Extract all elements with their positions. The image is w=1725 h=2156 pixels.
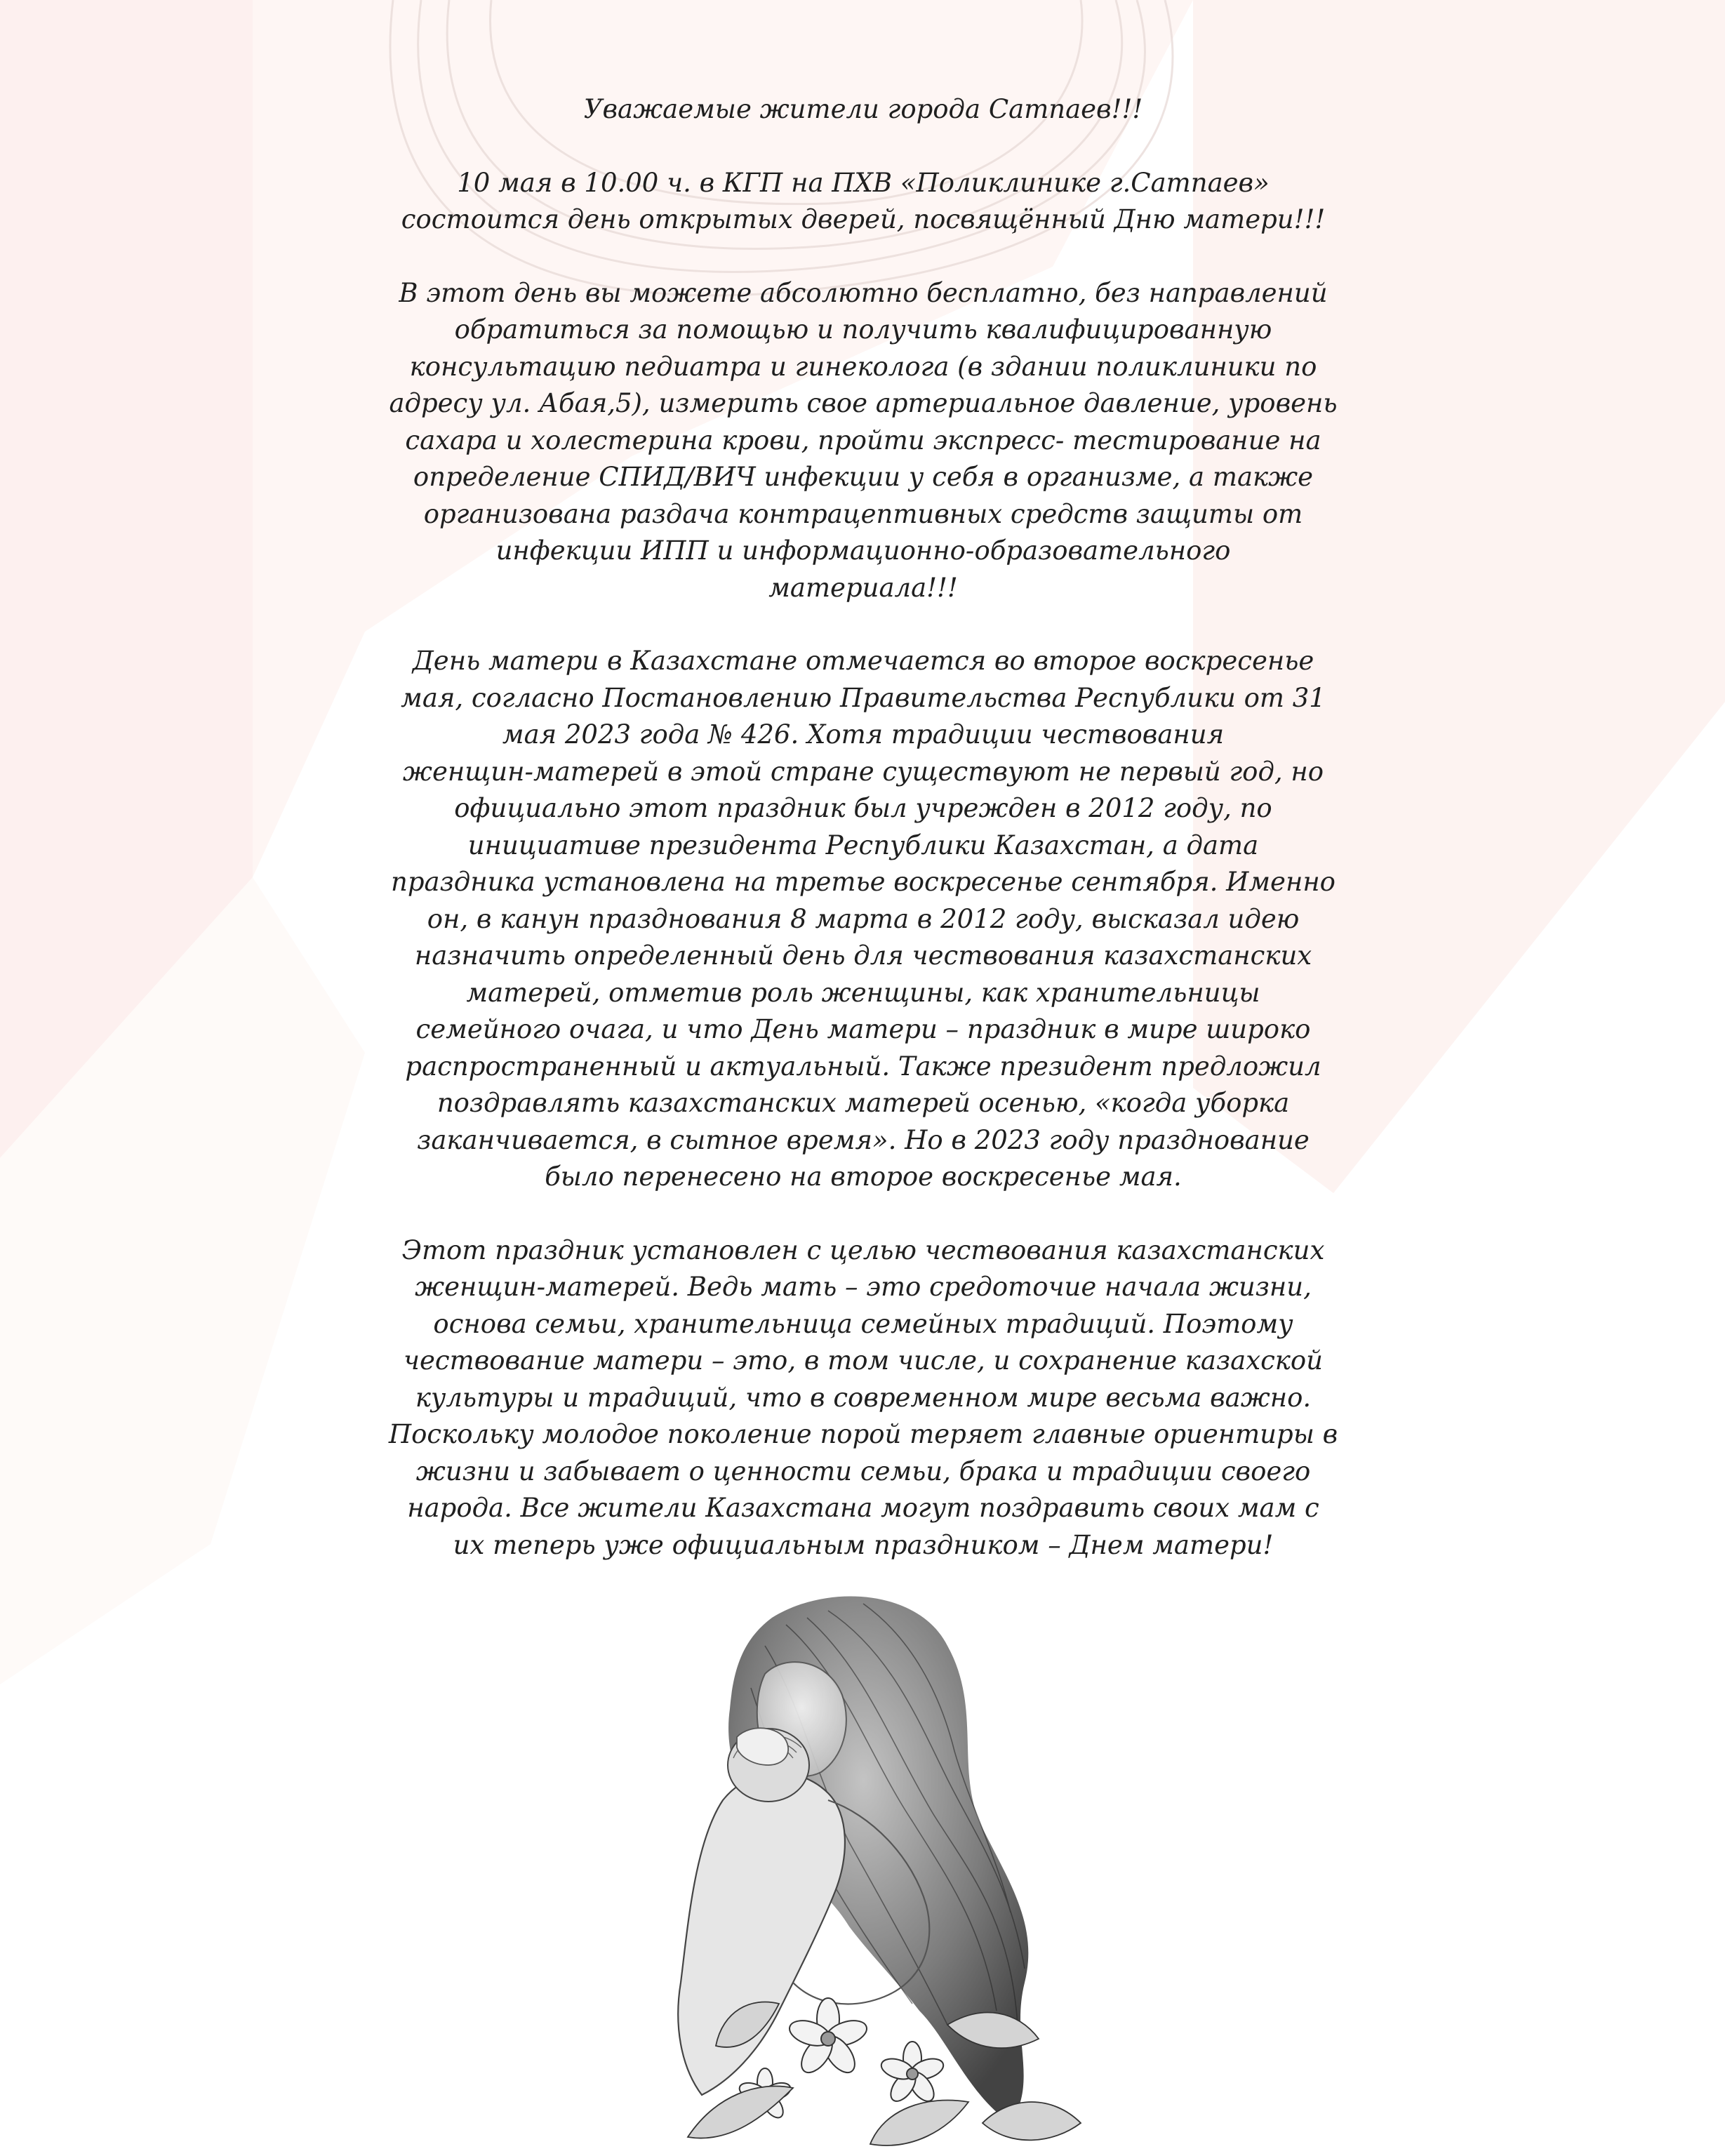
paragraph-line: официально этот праздник был учрежден в 2012 году, по: [454, 793, 1272, 823]
paragraph-line: жизни и забывает о ценности семьи, брака и традиции своего: [415, 1456, 1311, 1486]
services-paragraph: [365, 275, 1361, 607]
announcement-paragraph: [365, 165, 1361, 239]
paragraph-line: 10 мая в 10.00 ч. в КГП на ПХВ «Поликлинике г.Сатпаев»: [457, 167, 1270, 198]
paragraph-line: адресу ул. Абая,5), измерить свое артериальное давление, уровень: [389, 388, 1338, 418]
paragraph-line: было перенесено на второе воскресенье мая.: [545, 1162, 1182, 1192]
paragraph-line: Поскольку молодое поколение порой теряет главные ориентиры в: [388, 1419, 1338, 1449]
paragraph-line: В этот день вы можете абсолютно бесплатно, без направлений: [399, 277, 1328, 308]
paragraph-line: семейного очага, и что День матери – праздник в мире широко: [415, 1014, 1311, 1044]
paragraph-line: женщин-матерей. Ведь мать – это средоточие начала жизни,: [415, 1272, 1312, 1302]
paragraph-line: консультацию педиатра и гинеколога (в здании поликлиники по: [409, 351, 1317, 382]
greeting-line: Уважаемые жители города Сатпаев!!!: [583, 94, 1143, 124]
paragraph-line: народа. Все жители Казахстана могут поздравить своих мам с: [407, 1493, 1319, 1523]
paragraph-line: их теперь уже официальным праздником – Днем матери!: [453, 1529, 1274, 1560]
paragraph-line: матерей, отметив роль женщины, как хранительницы: [466, 977, 1260, 1008]
paragraph-line: культуры и традиций, что в современном мире весьма важно.: [415, 1382, 1312, 1413]
paragraph-line: чествование матери – это, в том числе, и сохранение казахской: [404, 1345, 1323, 1376]
paragraph-line: инфекции ИПП и информационно-образовательного: [495, 535, 1231, 566]
paragraph-line: праздника установлена на третье воскресенье сентября. Именно: [391, 867, 1336, 897]
paragraph-line: обратиться за помощью и получить квалифицированную: [454, 314, 1272, 345]
paragraph-line: назначить определенный день для чествования казахстанских: [414, 940, 1312, 971]
paragraph-line: основа семьи, хранительница семейных традиций. Поэтому: [433, 1308, 1293, 1339]
paragraph-line: Этот праздник установлен с целью чествования казахстанских: [401, 1235, 1325, 1265]
paragraph-line: сахара и холестерина крови, пройти экспресс- тестирование на: [405, 425, 1321, 455]
paragraph-line: мая 2023 года № 426. Хотя традиции чествования: [502, 719, 1225, 750]
paragraph-line: он, в канун празднования 8 марта в 2012 году, высказал идею: [427, 903, 1300, 934]
paragraph-line: мая, согласно Постановлению Правительства Республики от 31: [401, 682, 1326, 713]
purpose-paragraph: [365, 1232, 1361, 1564]
mother-and-child-illustration: [618, 1590, 1123, 2156]
greeting: [365, 91, 1361, 128]
history-paragraph: [365, 643, 1361, 1196]
paragraph-line: поздравлять казахстанских матерей осенью, «когда уборка: [437, 1088, 1290, 1118]
paragraph-line: состоится день открытых дверей, посвящённый Дню матери!!!: [401, 204, 1326, 234]
paragraph-line: материала!!!: [768, 572, 958, 603]
paragraph-line: женщин-матерей в этой стране существуют не первый год, но: [402, 756, 1324, 787]
paragraph-line: заканчивается, в сытное время». Но в 2023 году празднование: [417, 1124, 1310, 1155]
paragraph-line: определение СПИД/ВИЧ инфекции у себя в организме, а также: [413, 462, 1314, 492]
document-text: [365, 91, 1361, 1564]
paragraph-line: распространенный и актуальный. Также президент предложил: [405, 1051, 1321, 1082]
paragraph-line: организована раздача контрацептивных средств защиты от: [423, 498, 1303, 529]
paragraph-line: инициативе президента Республики Казахстан, а дата: [467, 830, 1259, 860]
paragraph-line: День матери в Казахстане отмечается во второе воскресенье: [412, 646, 1314, 676]
